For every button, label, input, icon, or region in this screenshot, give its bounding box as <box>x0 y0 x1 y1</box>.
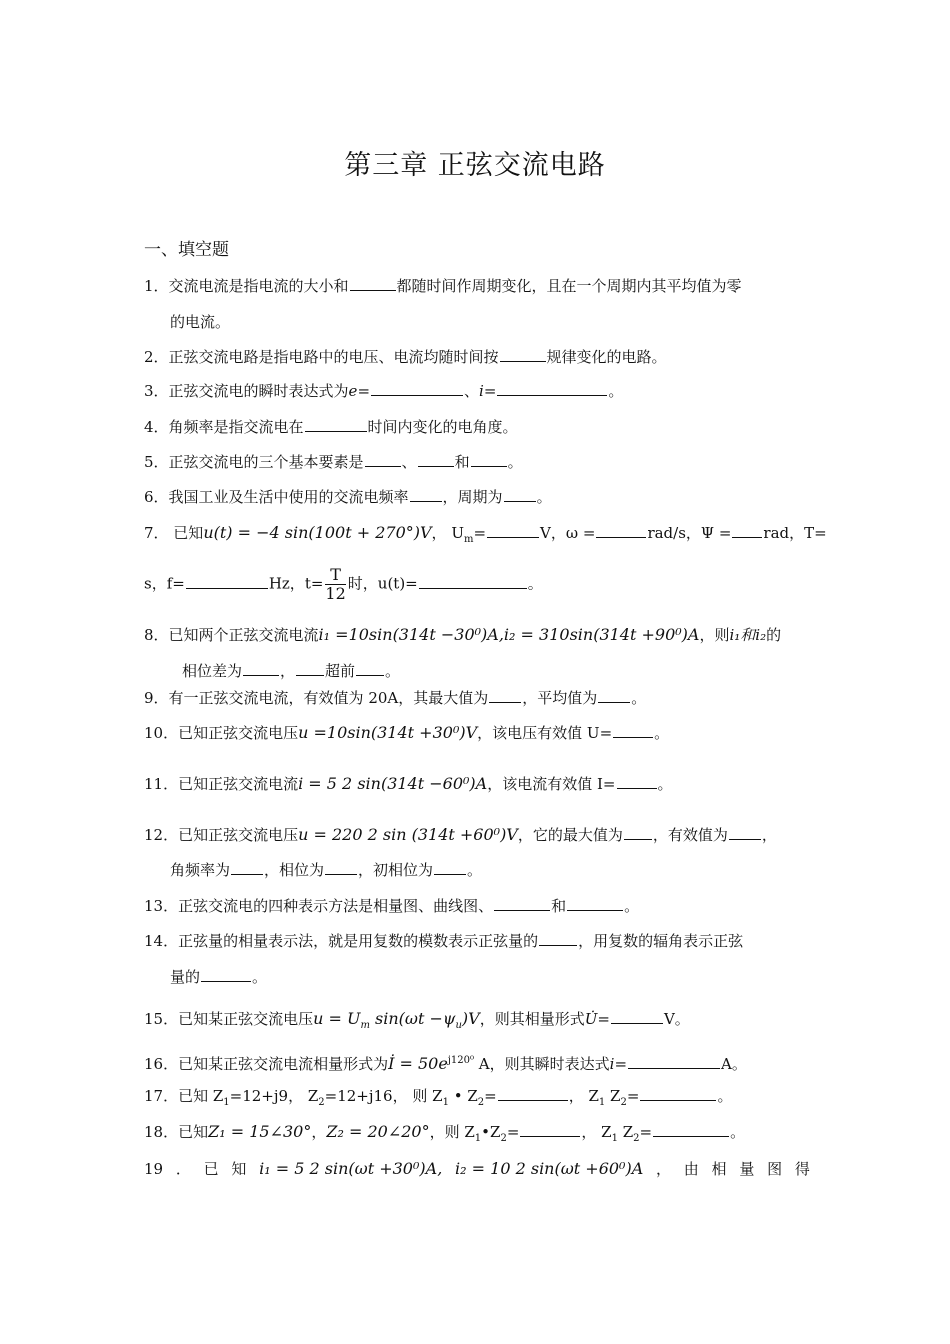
q16-text-e: A。 <box>721 1055 747 1073</box>
q15-text-e: V。 <box>663 1010 690 1028</box>
q19-char-7: 得 <box>794 1160 810 1178</box>
q16-formula: İ = 50e <box>388 1054 448 1073</box>
q18-text-f: ， Z <box>581 1123 612 1141</box>
q1-blank <box>350 276 396 291</box>
q19-char-1: 已 <box>203 1160 219 1178</box>
q19-comma: ， <box>656 1160 672 1178</box>
q12-blank-2 <box>729 825 761 840</box>
q12b-text-b: ，相位为 <box>264 861 325 879</box>
q18-sub-2: 2 <box>500 1133 507 1144</box>
q18-blank-1 <box>520 1122 580 1137</box>
q19-char-2: 知 <box>231 1160 247 1178</box>
q12b-text-a: 角频率为 <box>170 861 231 879</box>
q8-formula-2: i₂ = 310sin(314t +90⁰)A <box>503 625 700 644</box>
q7b-text-c: 时，u(t)= <box>347 574 418 593</box>
question-19 <box>144 1158 810 1180</box>
q18-sub-3: 1 <box>611 1133 618 1144</box>
q16-text-b: A，则其瞬时表达式 <box>474 1055 610 1073</box>
q4-text-a: 4．角频率是指交流电在 <box>144 418 304 436</box>
question-1 <box>144 275 810 297</box>
q8-text-d: 的 <box>766 626 782 644</box>
q18-text-h: = <box>639 1123 653 1141</box>
q15-eq: = <box>597 1010 610 1028</box>
q11-text-c: 。 <box>657 775 673 793</box>
q17-text-f: ， Z <box>568 1087 599 1105</box>
q8b-blank-1 <box>243 661 279 676</box>
q1-text-a: 1．交流电流是指电流的大小和 <box>144 277 349 295</box>
question-12 <box>144 824 810 846</box>
q17-text-b: =12+j9， Z <box>229 1087 319 1105</box>
q11-text-a: 11．已知正弦交流电流 <box>144 775 299 793</box>
q18-text-b: ， <box>311 1123 327 1141</box>
q2-text-b: 规律变化的电路。 <box>546 348 667 366</box>
q6-text-c: 。 <box>536 488 552 506</box>
q13-text-c: 。 <box>624 897 640 915</box>
q3-text-a: 3．正弦交流电的瞬时表达式为 <box>144 382 349 400</box>
question-11 <box>144 773 810 795</box>
question-10 <box>144 722 810 744</box>
q15-phasor-symbol: U̇ <box>584 1010 598 1028</box>
q10-blank <box>613 723 653 738</box>
q11-text-b: ，该电流有效值 I= <box>487 775 616 793</box>
q8b-blank-3 <box>356 661 384 676</box>
q12-text-c: ，有效值为 <box>652 826 728 844</box>
q3-eq1: = <box>357 382 371 400</box>
q16-sup: j120⁰ <box>447 1055 475 1066</box>
q5-blank-2 <box>418 452 454 467</box>
question-2 <box>144 346 810 368</box>
q15-formula-3: )V <box>461 1009 480 1028</box>
q15-text-b: ，则其相量形式 <box>479 1010 585 1028</box>
q1-text-b: 都随时间作周期变化，且在一个周期内其平均值为零 <box>396 277 742 295</box>
q11-blank <box>617 774 657 789</box>
q15-sub: m <box>360 1020 370 1031</box>
q7b-blank-2 <box>419 574 527 589</box>
q17-sub-5: 1 <box>598 1097 606 1108</box>
q18-blank-2 <box>653 1122 729 1137</box>
section-heading: 一、填空题 <box>144 240 229 260</box>
q15-blank <box>611 1009 663 1024</box>
q11-formula: i = 5 2 sin(314t −60⁰)A <box>298 774 488 793</box>
q15-text-a: 15．已知某正弦交流电压 <box>144 1010 314 1028</box>
q5-text-b: 、 <box>401 453 417 471</box>
q7b-t: t= <box>304 574 324 593</box>
q8b-text-a: 相位差为 <box>182 662 243 680</box>
q18-text-c: ，则 Z <box>429 1123 475 1141</box>
question-8-cont <box>182 660 848 682</box>
q7-text-e: rad/s，Ψ = <box>647 524 732 542</box>
q6-blank-1 <box>410 487 442 502</box>
q3-blank-i <box>497 381 607 396</box>
q15-formula: u = U <box>313 1009 361 1028</box>
q10-text-a: 10．已知正弦交流电压 <box>144 724 299 742</box>
q18-text-g: Z <box>617 1123 634 1141</box>
q12b-text-d: 。 <box>467 861 483 879</box>
q13-text-b: 和 <box>551 897 567 915</box>
question-14-cont <box>170 966 836 988</box>
q9-blank-1 <box>489 688 521 703</box>
q7-blank-3 <box>732 523 762 538</box>
q9-blank-2 <box>598 688 630 703</box>
question-9 <box>144 687 810 709</box>
q14b-text-b: 。 <box>252 968 268 986</box>
q18-text-i: 。 <box>730 1123 746 1141</box>
q17-text-g: Z <box>605 1087 621 1105</box>
q7-sub: m <box>463 534 474 545</box>
q8-text-c: i₁和i₂ <box>729 626 767 644</box>
q16-text-a: 16．已知某正弦交流电流相量形式为 <box>144 1055 389 1073</box>
q1-text-c: 的电流。 <box>170 313 231 331</box>
q18-formula-1: Z₁ = 15∠30° <box>208 1122 312 1141</box>
q7-text-f: rad，T= <box>763 524 827 542</box>
question-18 <box>144 1121 810 1150</box>
q19-dot: ． <box>175 1160 191 1178</box>
q3-blank-e <box>371 381 463 396</box>
q19-formula-2: i₂ = 10 2 sin(ωt +60⁰)A <box>455 1159 644 1178</box>
q17-blank-2 <box>640 1086 716 1101</box>
question-3 <box>144 380 810 402</box>
q7b-text-a: s，f= <box>144 574 185 593</box>
q19-char-3: 由 <box>683 1160 699 1178</box>
q8b-text-b: ， <box>280 662 296 680</box>
q17-sub-4: 2 <box>477 1097 485 1108</box>
q5-text-c: 和 <box>454 453 470 471</box>
q17-text-e: = <box>484 1087 497 1105</box>
q17-text-h: = <box>626 1087 640 1105</box>
q2-text-a: 2．正弦交流电路是指电路中的电压、电流均随时间按 <box>144 348 499 366</box>
q16-eq: = <box>614 1055 628 1073</box>
q12-text-b: ，它的最大值为 <box>517 826 623 844</box>
q14-blank-1 <box>539 931 577 946</box>
q9-text-c: 。 <box>631 689 647 707</box>
q15-formula-2: sin(ωt −ψ <box>369 1009 456 1028</box>
q17-text-c: =12+j16， 则 Z <box>324 1087 443 1105</box>
q7-text-d: V，ω = <box>540 524 596 542</box>
q19-char-5: 量 <box>739 1160 755 1178</box>
q8-text-b: ，则 <box>699 626 730 644</box>
q18-sub-1: 1 <box>474 1133 482 1144</box>
q16-blank <box>628 1054 720 1069</box>
q3-sep: 、 <box>464 382 480 400</box>
q6-blank-2 <box>504 487 536 502</box>
q7b-text-d: 。 <box>527 574 543 593</box>
q8b-text-d: 。 <box>385 662 401 680</box>
q12-formula: u = 220 2 sin (314t +60⁰)V <box>298 825 518 844</box>
q13-blank-1 <box>494 896 550 911</box>
q6-text-b: ，周期为 <box>442 488 503 506</box>
question-5 <box>144 451 810 473</box>
q12-text-a: 12．已知正弦交流电压 <box>144 826 299 844</box>
q8-formula-1: i₁ =10sin(314t −30⁰)A, <box>318 625 504 644</box>
q9-text-b: ，平均值为 <box>522 689 598 707</box>
q18-text-e: = <box>506 1123 520 1141</box>
q17-text-d: • Z <box>448 1087 478 1105</box>
q4-blank <box>305 417 367 432</box>
q14-text-b: ，用复数的辐角表示正弦 <box>578 932 744 950</box>
q3-eq2: = <box>483 382 497 400</box>
q10-text-b: ，该电压有效值 U= <box>477 724 613 742</box>
q19-char-4: 相 <box>711 1160 727 1178</box>
q12b-text-c: ，初相位为 <box>358 861 434 879</box>
q9-text-a: 9．有一正弦交流电流，有效值为 20A，其最大值为 <box>144 689 489 707</box>
q13-blank-2 <box>567 896 623 911</box>
question-7-cont <box>144 566 810 603</box>
question-8 <box>144 624 810 646</box>
q10-formula: u =10sin(314t +30⁰)V <box>298 723 478 742</box>
question-7 <box>144 522 827 551</box>
q17-text-i: 。 <box>717 1087 733 1105</box>
q18-sub-4: 2 <box>633 1133 640 1144</box>
q14b-blank <box>201 967 251 982</box>
chapter-title: 第三章 正弦交流电路 <box>344 150 606 181</box>
q7b-fraction-num: T <box>325 566 345 585</box>
q17-blank-1 <box>498 1086 568 1101</box>
q8b-text-c: 超前 <box>325 662 356 680</box>
q12b-blank-1 <box>231 860 263 875</box>
q12b-blank-3 <box>434 860 466 875</box>
question-6 <box>144 486 810 508</box>
q7-text-a: 7． 已知 <box>144 524 204 542</box>
q8b-blank-2 <box>296 661 324 676</box>
q12-text-d: ， <box>761 826 777 844</box>
q19-char-6: 图 <box>767 1160 783 1178</box>
q7b-fraction-den: 12 <box>325 584 346 603</box>
q3-e-symbol: e <box>348 382 358 400</box>
q7-text-c: = <box>473 524 487 542</box>
q18-text-d: •Z <box>481 1123 501 1141</box>
q19-formula-1: i₁ = 5 2 sin(ωt +30⁰)A, <box>259 1159 443 1178</box>
q17-text-a: 17．已知 Z <box>144 1087 224 1105</box>
q17-sub-2: 2 <box>318 1097 325 1108</box>
q5-text-d: 。 <box>507 453 523 471</box>
q2-blank <box>500 347 546 362</box>
q13-text-a: 13．正弦交流电的四种表示方法是相量图、曲线图、 <box>144 897 494 915</box>
q18-text-a: 18．已知 <box>144 1123 209 1141</box>
q17-sub-6: 2 <box>620 1097 627 1108</box>
q17-sub-1: 1 <box>223 1097 230 1108</box>
q15-sub-2: u <box>455 1020 462 1031</box>
question-17 <box>144 1085 810 1114</box>
q7-formula: u(t) = −4 sin(100t + 270°)V <box>203 523 432 542</box>
q5-blank-1 <box>365 452 401 467</box>
question-4 <box>144 416 810 438</box>
q16-i-symbol: i <box>609 1055 615 1073</box>
q7-text-b: ， U <box>431 524 464 542</box>
question-1-cont <box>170 311 836 333</box>
q5-text-a: 5．正弦交流电的三个基本要素是 <box>144 453 364 471</box>
q3-i-symbol: i <box>479 382 484 400</box>
q7b-text-b: Hz， <box>268 574 305 593</box>
question-12-cont <box>170 859 836 881</box>
q14b-text-a: 量的 <box>170 968 201 986</box>
q12-blank-1 <box>624 825 652 840</box>
q10-text-c: 。 <box>654 724 670 742</box>
question-14 <box>144 930 810 952</box>
q18-formula-2: Z₂ = 20∠20° <box>326 1122 430 1141</box>
q7b-fraction <box>325 566 345 603</box>
q19-number: 19 <box>144 1160 164 1178</box>
question-13 <box>144 895 810 917</box>
q14-text-a: 14．正弦量的相量表示法，就是用复数的模数表示正弦量的 <box>144 932 539 950</box>
q4-text-b: 时间内变化的电角度。 <box>367 418 518 436</box>
q7-blank-1 <box>487 523 539 538</box>
q7b-blank-1 <box>186 574 268 589</box>
question-16 <box>144 1050 810 1075</box>
q5-blank-3 <box>471 452 507 467</box>
question-15 <box>144 1008 810 1037</box>
q6-text-a: 6．我国工业及生活中使用的交流电频率 <box>144 488 409 506</box>
q8-text-a: 8．已知两个正弦交流电流 <box>144 626 319 644</box>
q17-sub-3: 1 <box>442 1097 449 1108</box>
q12b-blank-2 <box>325 860 357 875</box>
q7-blank-2 <box>596 523 646 538</box>
q3-end: 。 <box>608 382 624 400</box>
